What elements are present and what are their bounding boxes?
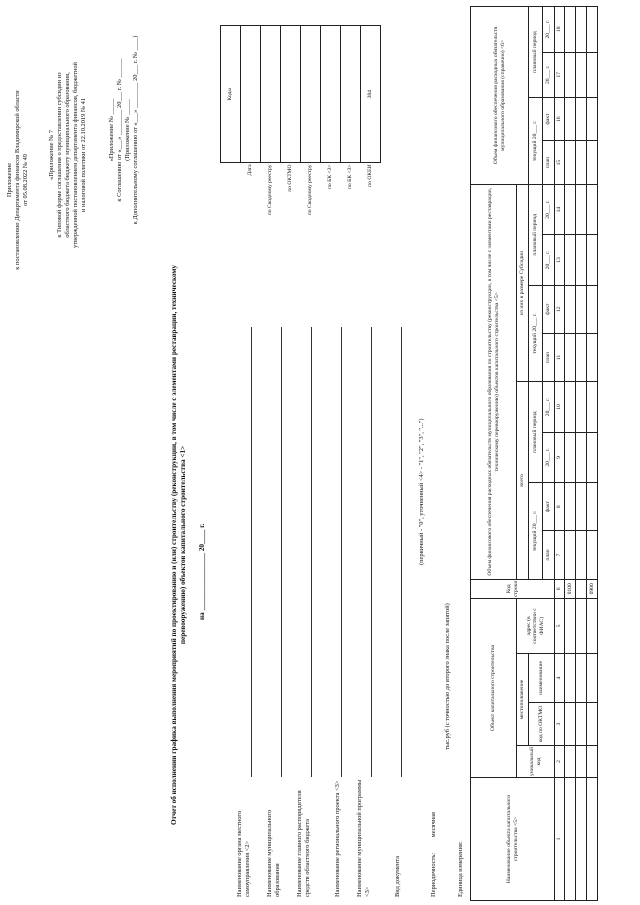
table-row bbox=[576, 7, 587, 901]
field-value-line[interactable] bbox=[271, 327, 282, 777]
field-label: Наименование регионального проекта <3> bbox=[334, 780, 341, 897]
th-volume-mo: Объем финансового обеспечения расходных обязательств муниципального образования по строительству (реконструкции, в том числе с элементами реставрации, техническому перевооружению) объектов капитального строительства <5> bbox=[471, 184, 517, 579]
field-value-line[interactable] bbox=[361, 327, 372, 777]
periodicity-value: месячная bbox=[430, 812, 437, 838]
header-line: (Приложение № _____ bbox=[124, 99, 131, 161]
code-label: Дата bbox=[247, 164, 254, 176]
col-number: 18 bbox=[555, 7, 565, 53]
column-numbers-row bbox=[555, 7, 565, 901]
th-oktmo: код по ОКТМО bbox=[529, 702, 555, 745]
th-current-year: текущий 20___ г. bbox=[529, 483, 543, 580]
col-number: 5 bbox=[555, 598, 565, 653]
th-object: Объект капитального строительства bbox=[471, 598, 517, 777]
col-number: 14 bbox=[555, 184, 565, 234]
code-label: по Сводному реестру bbox=[307, 164, 314, 216]
title-line: перевооружению) объектов капитального строительства <1> bbox=[179, 445, 187, 645]
th-plan-period: плановый период bbox=[529, 382, 543, 483]
th-total: всего bbox=[517, 382, 529, 579]
th-address: адрес (в соответствии с ФИАС) bbox=[517, 598, 555, 653]
agreement-header bbox=[108, 15, 140, 245]
col-number: 13 bbox=[555, 235, 565, 285]
th-subsidy: из них в размере Субсидии bbox=[517, 184, 529, 381]
th-year: 20___ г. bbox=[543, 235, 555, 285]
th-year: 20___ г. bbox=[543, 382, 555, 432]
col-number: 3 bbox=[555, 702, 565, 745]
field-value-line[interactable] bbox=[331, 327, 342, 777]
row-code: 0100 bbox=[565, 579, 576, 598]
field-label: Наименование муниципального образования bbox=[266, 809, 281, 897]
field-row bbox=[222, 327, 252, 897]
col-number: 8 bbox=[555, 483, 565, 531]
code-value[interactable] bbox=[301, 26, 321, 163]
header-line: к Дополнительному соглашению от «___» ________ 20___ г. № ____) bbox=[132, 35, 139, 225]
header-line: к Типовой форме соглашения о предоставлении субсидии из bbox=[56, 72, 63, 238]
form-fields bbox=[222, 327, 402, 897]
header-line: Приложение bbox=[6, 162, 13, 198]
doc-kind-hint: (первичный - "0", уточненный <4> - "1", "2", "3", "...") bbox=[418, 418, 425, 565]
header-line: к Соглашению от «___» ________ 20___ г. № ______ bbox=[116, 58, 123, 202]
th-current-year: текущий 20___ г. bbox=[529, 98, 543, 185]
header-line: от 05.08.2022 № 49 bbox=[22, 154, 29, 206]
col-number: 4 bbox=[555, 653, 565, 702]
main-table bbox=[470, 6, 598, 901]
header-line: «Приложение № _____ bbox=[108, 98, 115, 162]
col-number: 10 bbox=[555, 382, 565, 432]
col-number: 11 bbox=[555, 333, 565, 381]
th-fact: факт bbox=[543, 98, 555, 141]
unit-value: тыс.руб (с точностью до второго знака после запятой) bbox=[444, 603, 451, 750]
code-label: по БК <3> bbox=[327, 164, 334, 190]
th-year: 20___ г. bbox=[543, 7, 555, 53]
th-year: 20___ г. bbox=[543, 52, 555, 97]
th-year: 20___ г. bbox=[543, 432, 555, 482]
th-row-code: Код строки bbox=[471, 579, 555, 598]
code-value[interactable]: 384 bbox=[361, 26, 381, 163]
field-row bbox=[282, 327, 312, 897]
th-plan-period: плановый период bbox=[529, 7, 543, 98]
report-date: на ________________ 20____ г. bbox=[198, 523, 206, 620]
th-plan: план bbox=[543, 141, 555, 184]
code-value[interactable] bbox=[321, 26, 341, 163]
periodicity-label: Периодичность: bbox=[430, 852, 437, 897]
field-value-line[interactable] bbox=[301, 327, 312, 777]
col-number: 12 bbox=[555, 285, 565, 333]
col-number: 6 bbox=[555, 579, 565, 598]
col-number: 1 bbox=[555, 778, 565, 901]
code-value[interactable] bbox=[341, 26, 361, 163]
code-value[interactable] bbox=[261, 26, 281, 163]
th-object-name: Наименование объекта капитального строительства <5> bbox=[471, 778, 555, 901]
th-volume-mo2: Объем финансового обеспечения расходных обязательств муниципального образования (справочно) <6> bbox=[471, 7, 529, 185]
field-value-line[interactable] bbox=[241, 327, 252, 777]
field-label: Наименование главного распорядителя средств областного бюджета bbox=[296, 790, 311, 897]
th-unique-code: уникальный код bbox=[517, 745, 555, 777]
row-code-total: 0900 bbox=[587, 579, 598, 598]
codes-table bbox=[220, 25, 381, 325]
table-row-total bbox=[587, 7, 598, 901]
th-plan-period: плановый период bbox=[529, 184, 543, 285]
code-label: по ОКТМО bbox=[287, 164, 294, 192]
approval-header bbox=[6, 15, 30, 345]
th-current-year: текущий 20___ г. bbox=[529, 285, 543, 382]
form-header bbox=[48, 5, 88, 305]
code-value[interactable] bbox=[241, 26, 261, 163]
title-line: Отчет об исполнении графика выполнения мероприятий по проектированию и (или) строительству (реконструкции, в том числе с элементами реставрации, техническому bbox=[170, 264, 178, 826]
col-number: 7 bbox=[555, 531, 565, 579]
field-label: Наименование муниципальной программы <3> bbox=[356, 779, 371, 897]
col-number: 16 bbox=[555, 98, 565, 141]
code-label: по ОКЕИ bbox=[367, 164, 374, 187]
th-plan: план bbox=[543, 333, 555, 381]
unit-label: Единица измерения: bbox=[457, 841, 464, 897]
col-number: 15 bbox=[555, 141, 565, 184]
th-fact: факт bbox=[543, 483, 555, 531]
periodicity bbox=[430, 812, 438, 897]
th-year: 20___ г. bbox=[543, 184, 555, 234]
th-plan: план bbox=[543, 531, 555, 579]
field-row bbox=[252, 327, 282, 897]
field-value-line[interactable] bbox=[391, 327, 402, 777]
header-line: утвержденной постановлением департамента финансов, бюджетной bbox=[72, 62, 79, 248]
code-label: по БК <3> bbox=[347, 164, 354, 190]
th-name: наименование bbox=[529, 653, 555, 702]
field-label: Наименование органа местного самоуправления <2> bbox=[236, 810, 251, 897]
field-label: Вид документа bbox=[394, 855, 401, 897]
field-row bbox=[342, 327, 372, 897]
th-fact: факт bbox=[543, 285, 555, 333]
col-number: 17 bbox=[555, 52, 565, 97]
code-value[interactable] bbox=[281, 26, 301, 163]
header-line: «Приложение № 7 bbox=[48, 130, 55, 180]
code-label: по Сводному реестру bbox=[267, 164, 274, 216]
col-number: 9 bbox=[555, 432, 565, 482]
col-number: 2 bbox=[555, 745, 565, 777]
codes-header: Коды bbox=[221, 26, 241, 163]
report-title bbox=[170, 215, 188, 875]
header-line: и налоговой политики от 22.10.2019 № 41 bbox=[80, 98, 87, 212]
field-row bbox=[372, 327, 402, 897]
header-line: к постановлению Департамента финансов Владимирской области bbox=[14, 90, 21, 270]
th-location: местоположение bbox=[517, 653, 529, 745]
field-row bbox=[312, 327, 342, 897]
table-row bbox=[565, 7, 576, 901]
header-line: областного бюджета бюджету муниципального образования, bbox=[64, 72, 71, 238]
